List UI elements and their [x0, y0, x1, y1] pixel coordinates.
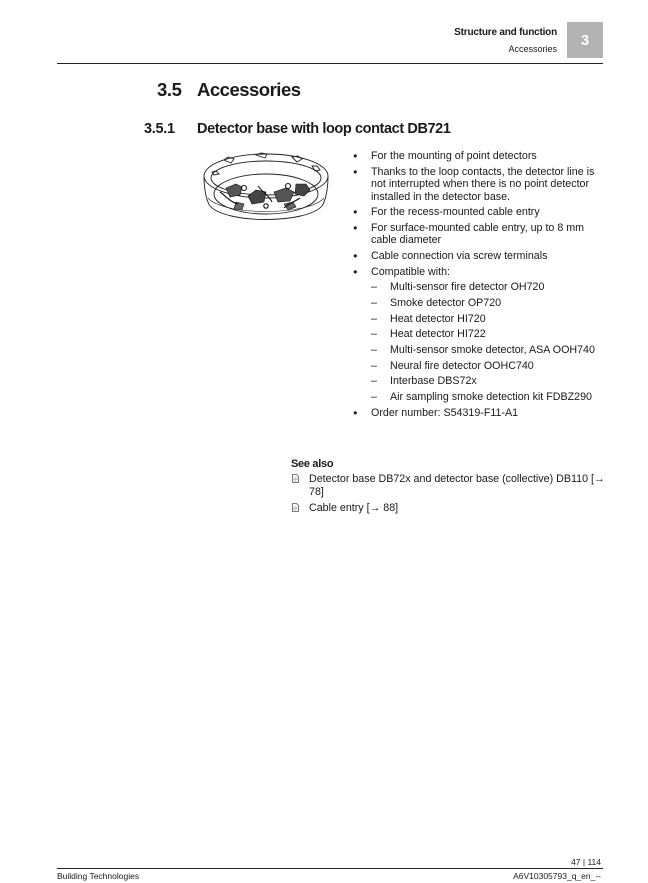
see-also-link[interactable]	[291, 473, 606, 498]
list-item: ● Cable connection via screw terminals	[353, 250, 603, 262]
feature-list	[353, 150, 603, 422]
chapter-number-box	[567, 22, 603, 58]
list-item: ● Thanks to the loop contacts, the detector line is not interrupted when there is no point detector installed in the detector base.	[353, 166, 603, 203]
footer-rule	[57, 868, 603, 869]
page-number: 47 | 114	[571, 857, 601, 867]
compatible-device: – Multi-sensor fire detector OH720	[371, 281, 603, 293]
compatible-device: – Heat detector HI722	[371, 328, 603, 340]
see-also-link-text[interactable]: Cable entry [→ 88]	[309, 502, 399, 514]
header-title: Structure and function	[454, 27, 557, 38]
section-number: 3.5	[157, 79, 182, 100]
document-icon	[292, 503, 299, 512]
subsection-title: Detector base with loop contact DB721	[197, 121, 451, 137]
compatible-label: Compatible with:	[371, 265, 451, 278]
compatible-device: – Interbase DBS72x	[371, 375, 603, 387]
footer-company: Building Technologies	[57, 871, 140, 881]
header-rule	[57, 63, 603, 64]
list-item: ● For the recess-mounted cable entry	[353, 206, 603, 218]
compatible-device: – Air sampling smoke detection kit FDBZ290	[371, 391, 603, 403]
section-title: Accessories	[197, 79, 301, 100]
list-item: ● For surface-mounted cable entry, up to 8 mm cable diameter	[353, 222, 603, 247]
see-also-link-text[interactable]: Detector base DB72x and detector base (collective) DB110 [→ 78]	[309, 473, 605, 498]
see-also-heading: See also	[291, 458, 334, 470]
order-number: ● Order number: S54319-F11-A1	[353, 407, 603, 419]
list-item: ● For the mounting of point detectors	[353, 150, 603, 162]
compatible-list	[371, 281, 603, 403]
compatible-device: – Neural fire detector OOHC740	[371, 360, 603, 372]
compatible-device: – Heat detector HI720	[371, 313, 603, 325]
detector-base-image	[196, 148, 338, 230]
subsection-number: 3.5.1	[144, 121, 175, 137]
compatible-device: – Smoke detector OP720	[371, 297, 603, 309]
see-also-link[interactable]	[291, 502, 606, 515]
see-also-list	[291, 473, 606, 519]
header-subtitle: Accessories	[508, 44, 557, 54]
compatible-item	[353, 266, 603, 404]
document-icon	[292, 474, 299, 483]
chapter-number: 3	[580, 31, 590, 49]
footer-doc-id: A6V10305793_q_en_--	[513, 871, 601, 881]
compatible-device: – Multi-sensor smoke detector, ASA OOH740	[371, 344, 603, 356]
